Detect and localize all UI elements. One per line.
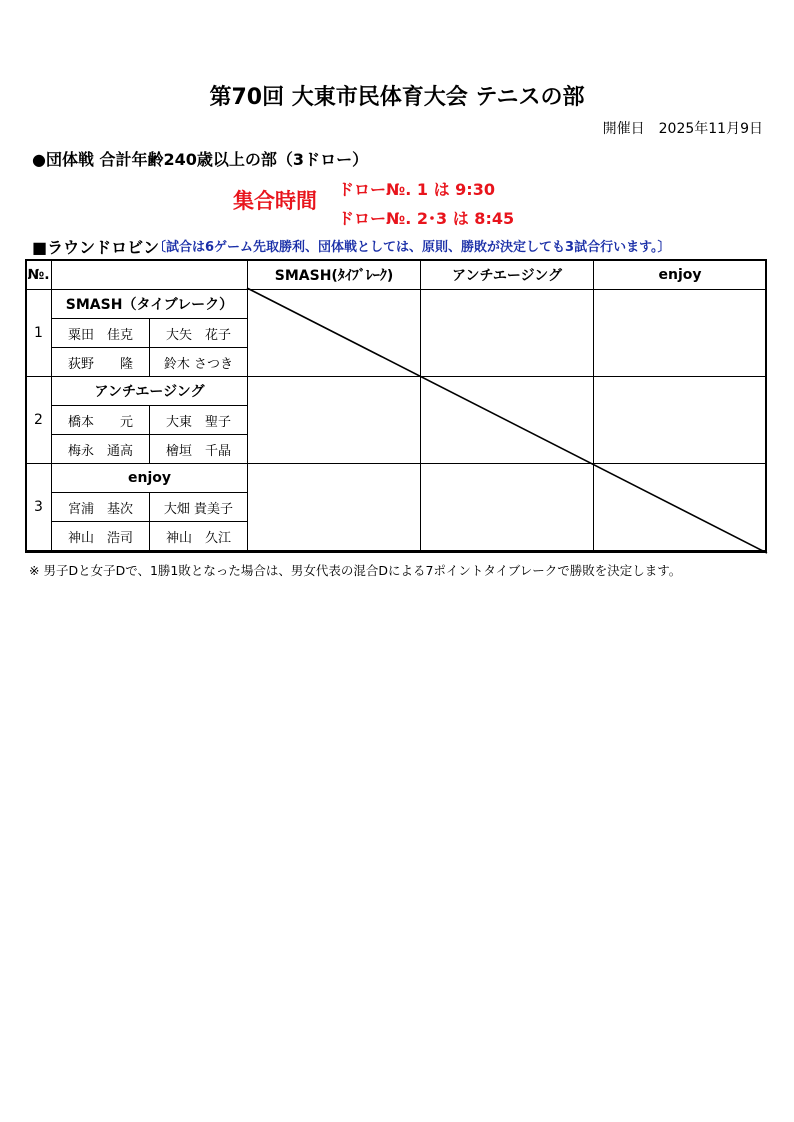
team-row bbox=[26, 464, 767, 493]
draw2-3-time: ドロー№. 2･3 は 8:45 bbox=[338, 209, 515, 228]
column-header-smash: SMASH(ﾀｲﾌﾞﾚｰｸ) bbox=[248, 260, 421, 290]
column-header-antiaging: アンチエージング bbox=[421, 260, 594, 290]
blank-header-cell bbox=[52, 260, 248, 290]
round-robin-note: 〔試合は6ゲーム先取勝利、団体戦としては、原則、勝敗が決定しても3試合行います。〕 bbox=[153, 240, 671, 255]
table-header-row bbox=[26, 260, 767, 290]
result-cell-2-2 bbox=[421, 377, 594, 464]
team-name: SMASH（タイブレーク） bbox=[52, 290, 248, 319]
player-name: 鈴木 さつき bbox=[150, 348, 248, 377]
team-number: 1 bbox=[26, 290, 52, 377]
result-cell-1-2 bbox=[421, 290, 594, 377]
player-name: 梅永 通高 bbox=[52, 435, 150, 464]
draw1-time: ドロー№. 1 は 9:30 bbox=[338, 180, 495, 199]
event-date: 開催日 2025年11月9日 bbox=[602, 121, 763, 137]
player-name: 神山 久江 bbox=[150, 522, 248, 551]
result-cell-2-3 bbox=[594, 377, 767, 464]
column-header-enjoy: enjoy bbox=[594, 260, 767, 290]
no-header: №. bbox=[26, 260, 52, 290]
page-title: 第70回 大東市民体育大会 テニスの部 bbox=[209, 85, 585, 110]
result-cell-1-1 bbox=[248, 290, 421, 377]
result-cell-3-2 bbox=[421, 464, 594, 551]
player-name: 大矢 花子 bbox=[150, 319, 248, 348]
player-name: 檜垣 千晶 bbox=[150, 435, 248, 464]
team-row bbox=[26, 377, 767, 406]
player-name: 大畑 貴美子 bbox=[150, 493, 248, 522]
result-cell-2-1 bbox=[248, 377, 421, 464]
result-cell-1-3 bbox=[594, 290, 767, 377]
team-name: enjoy bbox=[52, 464, 248, 493]
player-name: 粟田 佳克 bbox=[52, 319, 150, 348]
player-name: 神山 浩司 bbox=[52, 522, 150, 551]
player-name: 宮浦 基次 bbox=[52, 493, 150, 522]
player-name: 橋本 元 bbox=[52, 406, 150, 435]
result-cell-3-1 bbox=[248, 464, 421, 551]
footnote: ※ 男子Dと女子Dで、1勝1敗となった場合は、男女代表の混合Dによる7ポイントタイブレークで勝敗を決定します。 bbox=[29, 563, 682, 578]
result-cell-3-3 bbox=[594, 464, 767, 551]
round-robin-title: ■ラウンドロビン bbox=[32, 238, 160, 257]
round-robin-table bbox=[25, 259, 767, 551]
player-name: 荻野 隆 bbox=[52, 348, 150, 377]
player-name: 大東 聖子 bbox=[150, 406, 248, 435]
team-number: 2 bbox=[26, 377, 52, 464]
assembly-time-label: 集合時間 bbox=[233, 189, 317, 213]
team-row bbox=[26, 290, 767, 319]
team-number: 3 bbox=[26, 464, 52, 551]
team-name: アンチエージング bbox=[52, 377, 248, 406]
section-team-event-title: ●団体戦 合計年齢240歳以上の部（3ドロー） bbox=[32, 150, 369, 169]
